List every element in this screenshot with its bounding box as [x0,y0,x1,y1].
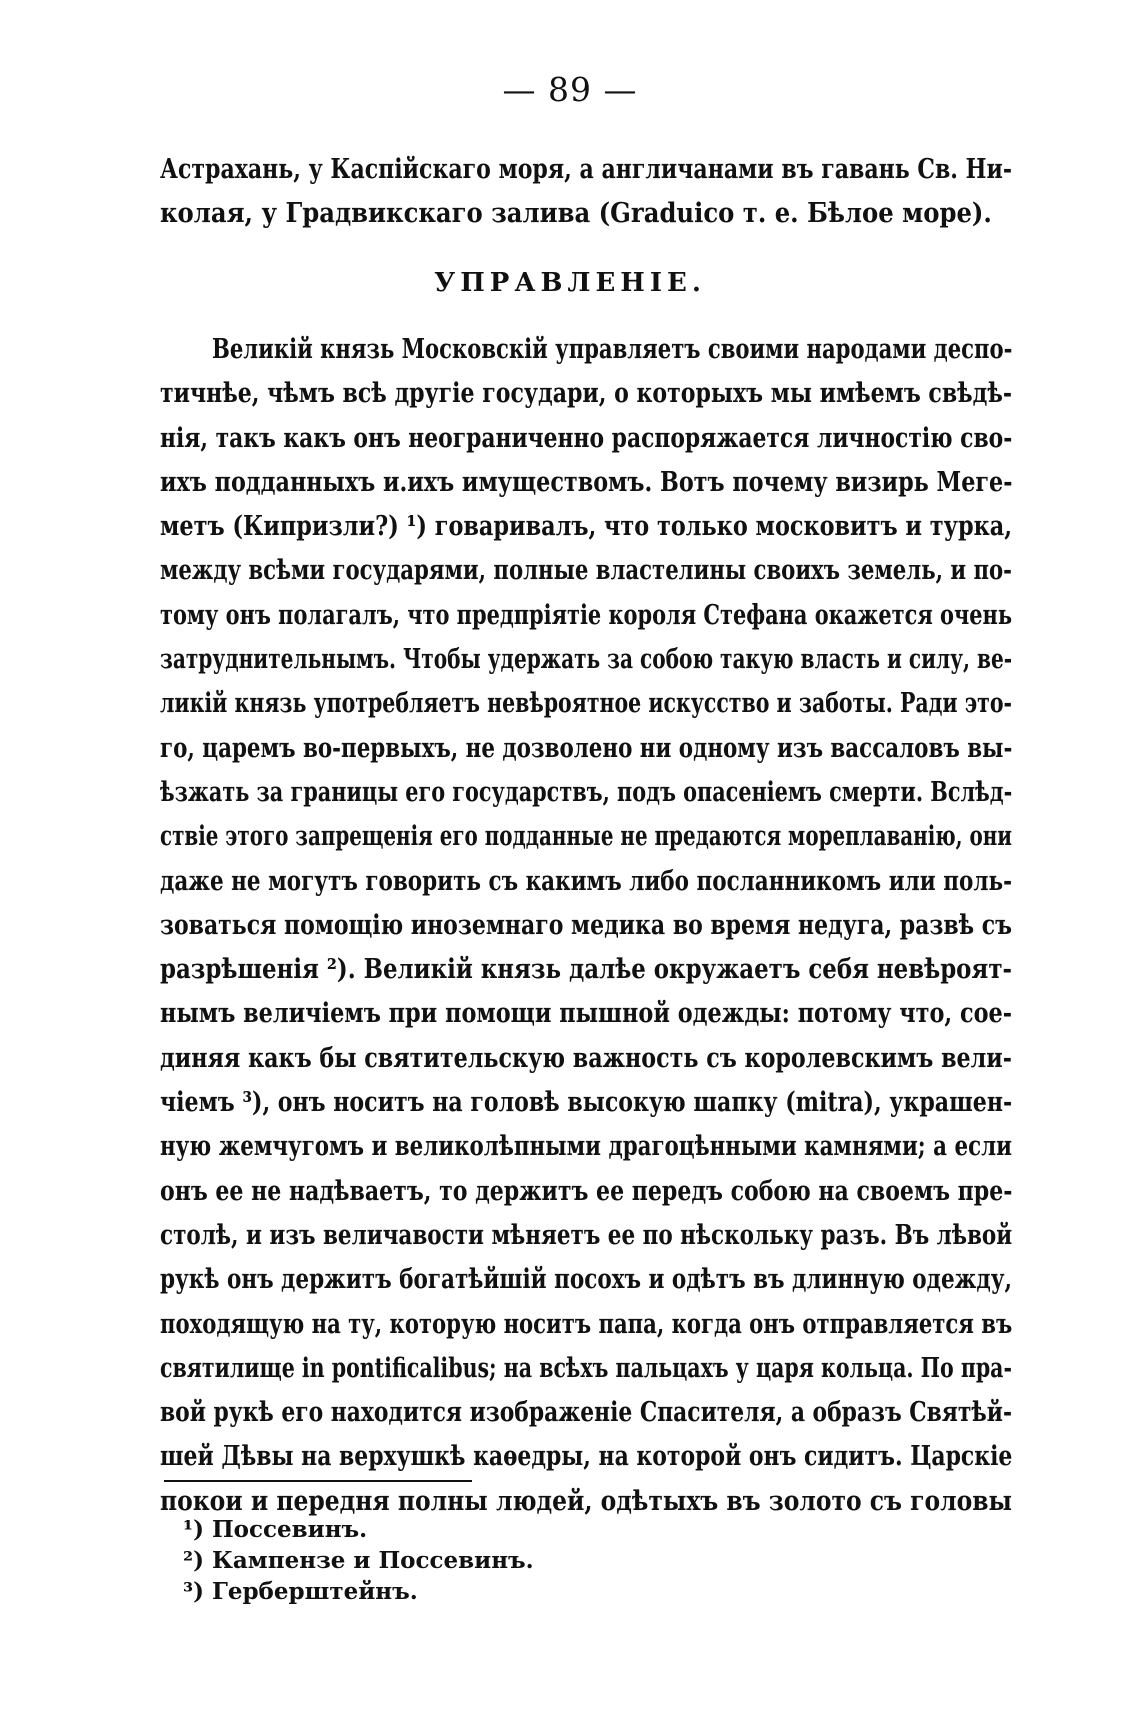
text-line: Великій князь Московскій управляетъ своими народами деспо- [211,334,1013,365]
text-line: колая, у Градвикскаго залива (Graduico т. е. Бѣлое море). [160,198,992,230]
text-line: метъ (Кипризли?) ¹) говаривалъ, что только московитъ и турка, [160,511,1012,543]
text-line: нія, такъ какъ онъ неограниченно распоряжается личностію сво- [160,422,1013,454]
text-line: походящую на ту, которую носитъ папа, когда онъ отправляется въ [160,1308,1013,1340]
text-line: диняя какъ бы святительскую важность съ королевскимъ вели- [160,1042,1012,1074]
section-heading: УПРАВЛЕНІЕ. [434,268,706,298]
text-line: ствіе этого запрещенія его подданные не предаются мореплаванію, они [160,821,1012,853]
text-line: чіемъ ³), онъ носитъ на головѣ высокую шапку (mitra), украшен- [160,1087,1013,1119]
text-line: онъ ее не надѣваетъ, то держитъ ее передъ собою на своемъ пре- [160,1175,1013,1207]
text-line: между всѣми государями, полные властелины своихъ земель, и по- [160,555,1012,587]
footnote-divider [164,1480,472,1482]
footnote: ²) Кампензе и Поссевинъ. [183,1547,534,1574]
text-line: ликій князь употребляетъ невѣроятное искусство и заботы. Ради это- [160,688,1012,720]
text-line: столѣ, и изъ величавости мѣняетъ ее по нѣскольку разъ. Въ лѣвой [160,1219,1013,1251]
footnote: ³) Герберштейнъ. [183,1578,418,1605]
text-line: рукѣ онъ держитъ богатѣйшій посохъ и одѣтъ въ длинную одежду, [160,1264,1012,1296]
page-number: — 89 — [502,70,638,109]
text-line: шей Дѣвы на верхушкѣ каѳедры, на которой онъ сидитъ. Царскіе [160,1441,1013,1473]
main-paragraph [160,328,1012,1524]
text-line: ную жемчугомъ и великолѣпными драгоцѣнными камнями; а если [160,1131,1012,1163]
intro-text [160,148,1012,237]
text-line: нымъ величіемъ при помощи пышной одежды: потому что, сое- [160,998,1012,1030]
text-line: ихъ подданныхъ и.ихъ имуществомъ. Вотъ почему визирь Мегe- [160,466,1013,498]
text-line: вой рукѣ его находится изображеніе Спасителя, а образъ Святѣй- [160,1397,1012,1429]
text-line: затруднительнымъ. Чтобы удержать за собою такую власть и силу, ве- [160,644,1013,676]
text-line: го, царемъ во-первыхъ, не дозволено ни одному изъ вассаловъ вы- [160,732,1013,764]
text-line: разрѣшенія ²). Великій князь далѣе окружаетъ себя невѣроят- [160,954,1012,986]
footnote: ¹) Поссевинъ. [183,1516,368,1543]
text-line: даже не могутъ говорить съ какимъ либо посланникомъ или поль- [160,865,1012,897]
text-line: ѣзжать за границы его государствъ, подъ опасеніемъ смерти. Вслѣд- [160,776,1013,808]
text-line: святилище in pontificalibus; на всѣхъ пальцахъ у царя кольца. По пра- [160,1352,1012,1384]
text-line: покои и передня полны людей, одѣтыхъ въ золото съ головы [160,1485,1012,1517]
text-line: зоваться помощію иноземнаго медика во время недуга, развѣ съ [160,909,1012,941]
text-line: тому онъ полагалъ, что предпріятіе короля Стефана окажется очень [160,599,1012,631]
footnotes [183,1514,534,1607]
text-line: Астрахань, у Каспійскаго моря, а англичанами въ гавань Св. Ни- [160,154,1012,185]
text-line: тичнѣе, чѣмъ всѣ другіе государи, о которыхъ мы имѣемъ свѣдѣ- [160,378,1012,410]
